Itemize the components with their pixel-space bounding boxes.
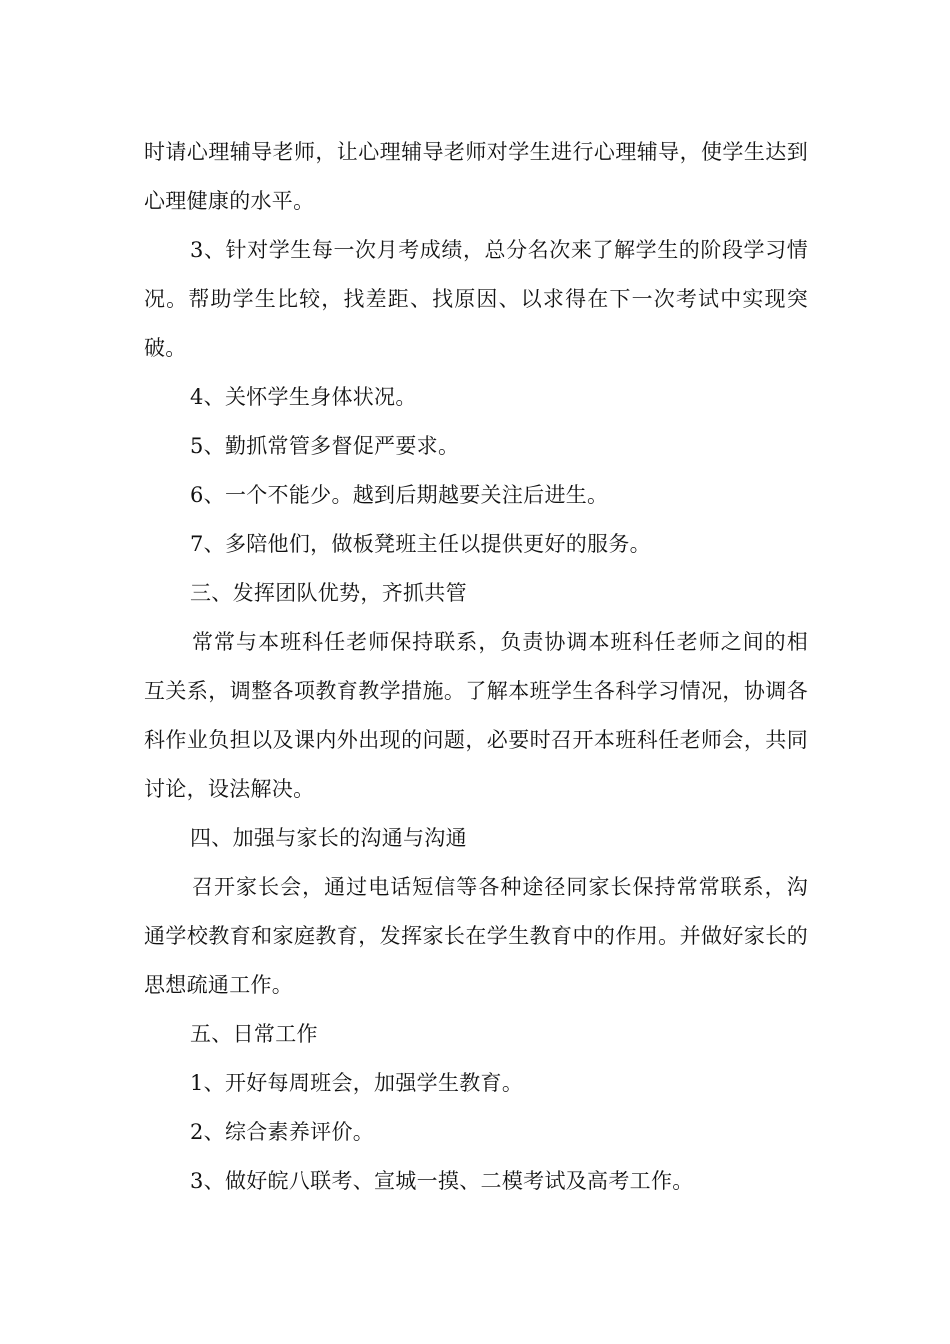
paragraph-team: 常常与本班科任老师保持联系，负责协调本班科任老师之间的相互关系，调整各项教育教学措施。了解本班学生各科学习情况，协调各科作业负担以及课内外出现的问题，必要时召开本班科任老师会，共同讨论，设法解决。 [144, 630, 808, 801]
paragraph-item-5: 5、勤抓常管多督促严要求。 [190, 434, 460, 458]
paragraph-item-6: 6、一个不能少。越到后期越要关注后进生。 [190, 483, 609, 507]
paragraph-daily-3: 3、做好皖八联考、宣城一摸、二模考试及高考工作。 [190, 1169, 694, 1193]
paragraph-parents: 召开家长会，通过电话短信等各种途径同家长保持常常联系，沟通学校教育和家庭教育，发挥家长在学生教育中的作用。并做好家长的思想疏通工作。 [144, 875, 808, 997]
paragraph-daily-1: 1、开好每周班会，加强学生教育。 [190, 1071, 524, 1095]
section-heading-4: 四、加强与家长的沟通与沟通 [190, 826, 467, 850]
section-heading-5: 五、日常工作 [190, 1022, 318, 1046]
paragraph-item-7: 7、多陪他们，做板凳班主任以提供更好的服务。 [190, 532, 651, 556]
document-body [144, 128, 808, 1206]
paragraph-daily-2: 2、综合素养评价。 [190, 1120, 375, 1144]
paragraph-item-4: 4、关怀学生身体状况。 [190, 385, 417, 409]
paragraph-item-3: 3、针对学生每一次月考成绩，总分名次来了解学生的阶段学习情况。帮助学生比较，找差距、找原因、以求得在下一次考试中实现突破。 [144, 238, 808, 360]
section-heading-3: 三、发挥团队优势，齐抓共管 [190, 581, 467, 605]
paragraph-continued: 时请心理辅导老师，让心理辅导老师对学生进行心理辅导，使学生达到心理健康的水平。 [144, 140, 808, 213]
